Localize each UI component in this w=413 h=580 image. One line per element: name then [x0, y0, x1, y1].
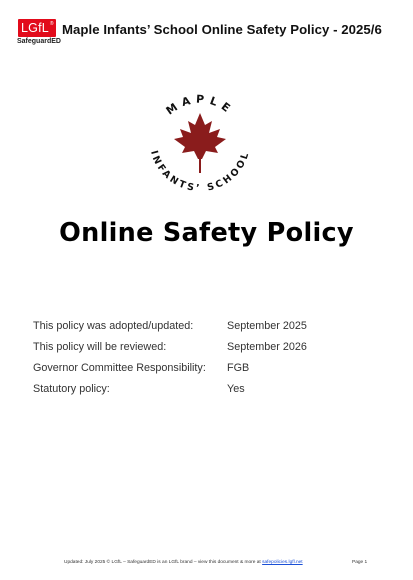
footer-link[interactable]: safepolicies.lgfl.net	[262, 560, 303, 565]
document-header-title: Maple Infants’ School Online Safety Policy - 2025/6	[62, 22, 382, 37]
info-row-statutory	[33, 383, 353, 404]
logo-bottom-text: INFANTS’ SCHOOL	[148, 149, 252, 195]
info-value: September 2025	[227, 320, 307, 332]
info-label: Governor Committee Responsibility:	[33, 362, 206, 374]
info-row-reviewed	[33, 341, 353, 362]
info-value: Yes	[227, 383, 245, 395]
page-title: Online Safety Policy	[59, 218, 354, 248]
registered-mark: ®	[49, 21, 54, 27]
info-label: Statutory policy:	[33, 383, 110, 395]
policy-info-table	[33, 320, 353, 404]
school-logo	[140, 83, 260, 203]
footer-text: Updated: July 2025 © LGfL – SafeguardED is an LGfL brand – view this document & more at	[64, 560, 263, 565]
info-row-adopted	[33, 320, 353, 341]
info-value: September 2026	[227, 341, 307, 353]
maple-leaf-icon	[174, 113, 226, 173]
lgfl-logo-text: LGfL	[21, 21, 49, 35]
page-footer	[64, 560, 303, 565]
info-label: This policy was adopted/updated:	[33, 320, 194, 332]
safeguarded-brand: SafeguardED	[17, 38, 61, 45]
page-number: Page 1	[352, 560, 368, 565]
info-label: This policy will be reviewed:	[33, 341, 167, 353]
info-value: FGB	[227, 362, 250, 374]
lgfl-logo	[18, 19, 56, 37]
info-row-committee	[33, 362, 353, 383]
page-header	[0, 0, 413, 50]
logo-top-text: MAPLE	[163, 92, 237, 118]
